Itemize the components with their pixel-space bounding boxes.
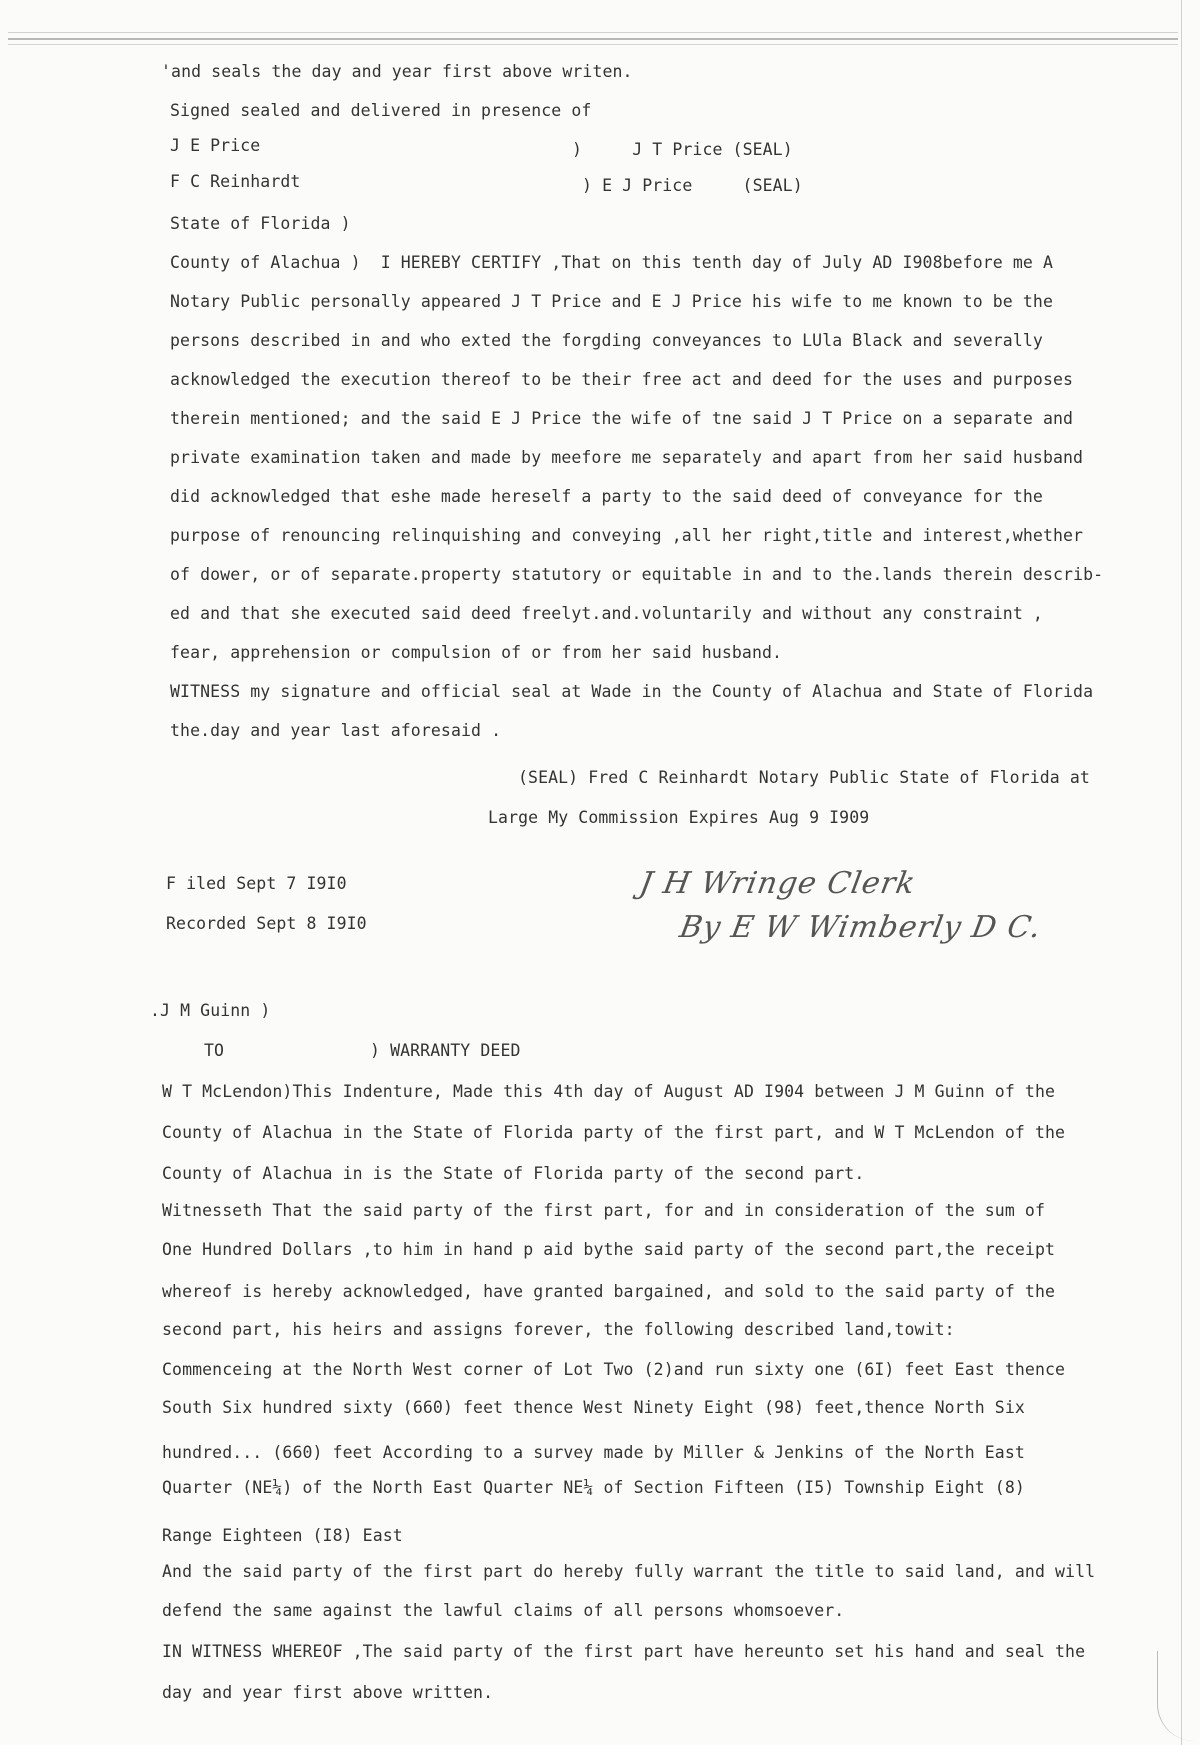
text-line: Witnesseth That the said party of the first part, for and in consideration of the sum of	[162, 1201, 1045, 1220]
text-line: whereof is hereby acknowledged, have granted bargained, and sold to the said party of the	[162, 1282, 1056, 1301]
text-line: of dower, or of separate.property statutory or equitable in and to the.lands therein describ-	[170, 565, 1104, 584]
notary-signature-line: (SEAL) Fred C Reinhardt Notary Public State of Florida at	[518, 768, 1090, 787]
text-line: Signed sealed and delivered in presence of	[170, 101, 592, 120]
text-line: County of Alachua in the State of Florida party of the first part, and W T McLendon of the	[162, 1123, 1066, 1142]
text-line: One Hundred Dollars ,to him in hand p aid bythe said party of the second part,the receipt	[162, 1240, 1056, 1259]
text-line: Commenceing at the North West corner of Lot Two (2)and run sixty one (6I) feet East thence	[162, 1360, 1066, 1379]
text-line: the.day and year last aforesaid .	[170, 721, 502, 740]
notary-commission-line: Large My Commission Expires Aug 9 I909	[488, 808, 870, 827]
text-line: acknowledged the execution thereof to be their free act and deed for the uses and purposes	[170, 370, 1074, 389]
deed-type: ) WARRANTY DEED	[370, 1041, 521, 1060]
page-edge	[1181, 0, 1182, 1745]
text-line: And the said party of the first part do hereby fully warrant the title to said land, and will	[162, 1562, 1096, 1581]
witness-name: J E Price	[170, 136, 261, 155]
text-line: persons described in and who exted the forgding conveyances to LUla Black and severally	[170, 331, 1043, 350]
top-rule	[8, 38, 1178, 40]
deed-to: TO	[204, 1041, 225, 1060]
text-line: Quarter (NE¼) of the North East Quarter NE¼ of Section Fifteen (I5) Township Eight (8)	[162, 1478, 1025, 1497]
top-rule	[8, 32, 1178, 33]
text-line: WITNESS my signature and official seal at Wade in the County of Alachua and State of Florida	[170, 682, 1094, 701]
text-line: private examination taken and made by meefore me separately and apart from her said husband	[170, 448, 1084, 467]
text-line: Notary Public personally appeared J T Price and E J Price his wife to me known to be the	[170, 292, 1053, 311]
text-line: did acknowledged that eshe made hereself a party to the said deed of conveyance for the	[170, 487, 1043, 506]
text-line: IN WITNESS WHEREOF ,The said party of the first part have hereunto set his hand and seal the	[162, 1642, 1086, 1661]
deed-grantor: .J M Guinn )	[150, 1001, 271, 1020]
top-rule	[8, 44, 1178, 45]
text-line: ed and that she executed said deed freelyt.and.voluntarily and without any constraint ,	[170, 604, 1043, 623]
text-line: fear, apprehension or compulsion of or from her said husband.	[170, 643, 783, 662]
grantor-signature-line: ) J T Price (SEAL)	[572, 140, 793, 159]
text-line: County of Alachua in is the State of Florida party of the second part.	[162, 1164, 865, 1183]
clerk-signature: J H Wringe Clerk	[636, 866, 919, 901]
deputy-clerk-signature: By E W Wimberly D C.	[676, 910, 1045, 945]
text-line: State of Florida )	[170, 214, 351, 233]
text-line: second part, his heirs and assigns forever, the following described land,towit:	[162, 1320, 955, 1339]
text-line: W T McLendon)This Indenture, Made this 4th day of August AD I904 between J M Guinn of the	[162, 1082, 1056, 1101]
text-line: purpose of renouncing relinquishing and conveying ,all her right,title and interest,whether	[170, 526, 1084, 545]
text-line: 'and seals the day and year first above writen.	[161, 62, 633, 81]
filed-date: F iled Sept 7 I9I0	[166, 874, 347, 893]
text-line: hundred... (660) feet According to a survey made by Miller & Jenkins of the North East	[162, 1443, 1025, 1462]
text-line: South Six hundred sixty (660) feet thence West Ninety Eight (98) feet,thence North Six	[162, 1398, 1025, 1417]
text-line: day and year first above written.	[162, 1683, 494, 1702]
witness-name: F C Reinhardt	[170, 172, 301, 191]
page-curl	[1157, 1651, 1194, 1741]
grantor-signature-line: ) E J Price (SEAL)	[582, 176, 803, 195]
text-line: defend the same against the lawful claims of all persons whomsoever.	[162, 1601, 845, 1620]
text-line: therein mentioned; and the said E J Price the wife of tne said J T Price on a separate and	[170, 409, 1074, 428]
recorded-date: Recorded Sept 8 I9I0	[166, 914, 367, 933]
text-line: Range Eighteen (I8) East	[162, 1526, 403, 1545]
text-line: County of Alachua ) I HEREBY CERTIFY ,That on this tenth day of July AD I908before me A	[170, 253, 1053, 272]
